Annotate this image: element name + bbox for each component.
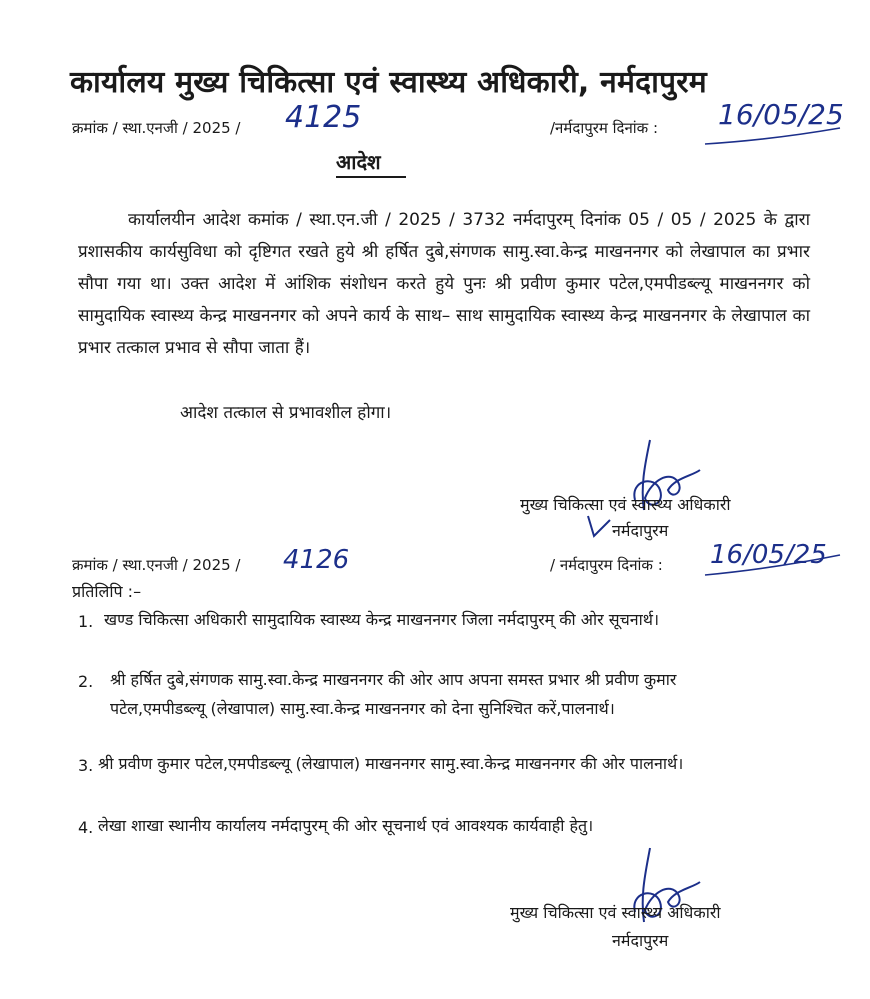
ref-date-label-2: / नर्मदापुरम दिनांक : bbox=[550, 556, 663, 574]
copy-item-4: लेखा शाखा स्थानीय कार्यालय नर्मदापुरम् की ओर सूचनार्थ एवं आवश्यक कार्यवाही हेतु। bbox=[98, 816, 594, 835]
date-underline-stroke-2 bbox=[700, 545, 850, 585]
copy-item-number: 3. bbox=[78, 756, 94, 775]
signatory-office-2: नर्मदापुरम bbox=[612, 931, 669, 950]
tick-mark-1 bbox=[584, 512, 614, 540]
signatory-designation-2: मुख्य चिकित्सा एवं स्वास्थ्य अधिकारी bbox=[510, 903, 721, 922]
effective-statement: आदेश तत्काल से प्रभावशील होगा। bbox=[180, 403, 392, 423]
copy-item-3: श्री प्रवीण कुमार पटेल,एमपीडब्ल्यू (लेखापाल) माखननगर सामु.स्वा.केन्द्र माखननगर की ओर पालनार्थ। bbox=[98, 754, 684, 773]
order-heading-underline bbox=[336, 176, 406, 178]
copy-item-number: 4. bbox=[78, 818, 94, 837]
ref-number-label-2: क्रमांक / स्था.एनजी / 2025 / bbox=[72, 556, 241, 574]
order-heading: आदेश bbox=[336, 150, 381, 174]
ref-number-handwritten-2: 4126 bbox=[283, 545, 350, 575]
office-title: कार्यालय मुख्य चिकित्सा एवं स्वास्थ्य अधिकारी, नर्मदापुरम bbox=[70, 65, 707, 100]
signatory-office-1: नर्मदापुरम bbox=[612, 521, 669, 540]
signatory-designation-1: मुख्य चिकित्सा एवं स्वास्थ्य अधिकारी bbox=[520, 495, 731, 514]
copy-heading: प्रतिलिपि :– bbox=[72, 582, 142, 601]
copy-item-number: 2. bbox=[78, 672, 94, 691]
copy-item-number: 1. bbox=[78, 612, 94, 631]
ref-date-handwritten-2: 16/05/25 bbox=[710, 540, 827, 570]
ref-number-label: क्रमांक / स्था.एनजी / 2025 / bbox=[72, 119, 241, 137]
ref-number-handwritten: 4125 bbox=[285, 100, 362, 135]
copy-item-2: श्री हर्षित दुबे,संगणक सामु.स्वा.केन्द्र माखननगर की ओर आप अपना समस्त प्रभार श्री प्रवीण कुमार पटेल,एमपीडब्ल्यू (लेखापाल) सामु.स्वा.केन्द्र माखननगर को देना सुनिश्चित करें,पालनार्थ। bbox=[110, 670, 677, 718]
ref-date-label: /नर्मदापुरम दिनांक : bbox=[550, 119, 658, 137]
order-body-paragraph: कार्यालयीन आदेश कमांक / स्था.एन.जी / 2025 / 3732 नर्मदापुरम् दिनांक 05 / 05 / 2025 के द्वारा प्रशासकीय कार्यसुविधा को दृष्टिगत रखते हुये श्री हर्षित दुबे,संगणक सामु.स्वा.केन्द्र माखननगर को लेखापाल का प्रभार सौपा गया था। उक्त आदेश में आंशिक संशोधन करते हुये पुनः श्री प्रवीण कुमार पटेल,एमपीडब्ल्यू माखननगर को सामुदायिक स्वास्थ्य केन्द्र माखननगर को अपने कार्य के साथ– साथ सामुदायिक स्वास्थ्य केन्द्र माखननगर के लेखापाल का प्रभार तत्काल प्रभाव से सौपा जाता हैं। bbox=[78, 210, 810, 358]
copy-item-1: खण्ड चिकित्सा अधिकारी सामुदायिक स्वास्थ्य केन्द्र माखननगर जिला नर्मदापुरम् की ओर सूचनार्थ। bbox=[104, 610, 660, 629]
ref-date-handwritten: 16/05/25 bbox=[718, 98, 844, 131]
date-underline-stroke bbox=[700, 100, 850, 150]
